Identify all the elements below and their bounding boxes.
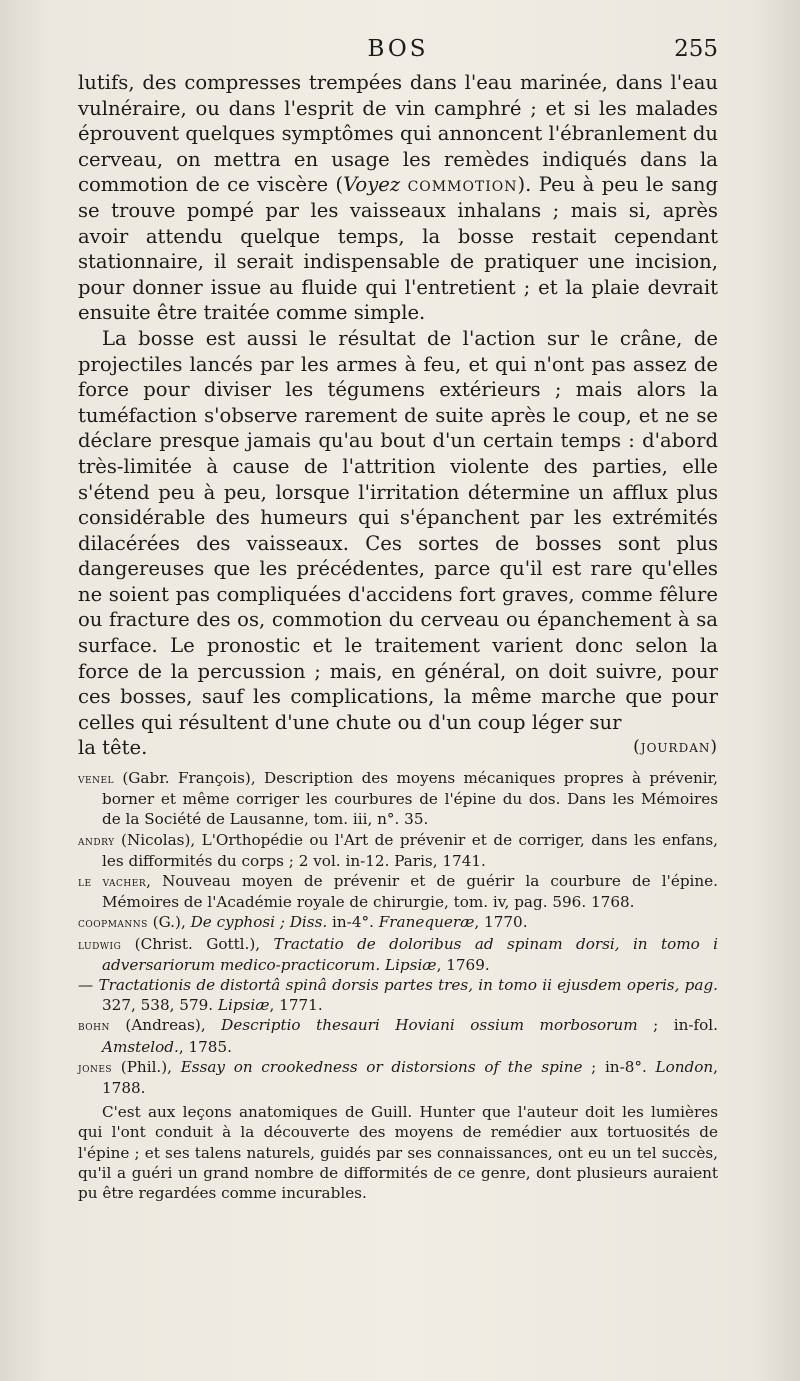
biblio-entry: — Tractationis de distortâ spinâ dorsis partes tres, in tomo ii ejusdem operis, pag. 327, 538, 579. Lipsiæ, 1771. xyxy=(78,976,719,1015)
biblio-entry: ludwig (Christ. Gottl.), Tractatio de doloribus ad spinam dorsi, in tomo i adversariorum medico-practicorum. Lipsiæ, 1769. xyxy=(78,934,718,974)
paragraph-1 xyxy=(78,70,718,326)
page-number: 255 xyxy=(674,36,718,62)
biblio-entry: jones (Phil.), Essay on crookedness or distorsions of the spine ; in-8°. London, 1788. xyxy=(78,1057,718,1098)
biblio-note: C'est aux leçons anatomiques de Guill. Hunter que l'auteur doit les lumières qui l'ont conduit à la découverte des moyens de remédier aux tortuosités de l'épine ; et ses talens naturels, guidés par ses connaissances, ont eu un tel succès, qu'il a guéri un grand nombre de difformités de ce genre, dont plusieurs auraient pu être regardées comme incurables. xyxy=(78,1103,718,1203)
biblio-entry: bohn (Andreas), Descriptio thesauri Hoviani ossium morbosorum ; in-fol. Amstelod., 1785. xyxy=(78,1016,718,1056)
bibliography xyxy=(78,768,718,1218)
running-head: BOS xyxy=(367,36,429,62)
main-text xyxy=(78,70,718,761)
closing-text: la tête. xyxy=(78,736,148,760)
cross-reference: commotion xyxy=(407,173,518,197)
paragraph-1-end: ). Peu à peu le sang se trouve pompé par les vaisseaux inhalans ; mais si, après avoir attendu quelque temps, la bosse restait cependant stationnaire, il serait indispensable de pratiquer une incision, pour donner issue au fluide qui l'entretient ; et la plaie devrait ensuite être traitée comme simple. xyxy=(78,173,719,325)
biblio-entry: venel (Gabr. François), Description des moyens mécaniques propres à prévenir, borner et même corriger les courbures de l'épine du dos. Dans les Mémoires de la Société de Lausanne, tom. iii, n°. 35. xyxy=(78,769,718,829)
biblio-entry: andry (Nicolas), L'Orthopédie ou l'Art de prévenir et de corriger, dans les enfans, les difformités du corps ; 2 vol. in-12. Paris, 1741. xyxy=(78,830,718,870)
paragraph-2: La bosse est aussi le résultat de l'action sur le crâne, de projectiles lancés par les armes à feu, et qui n'ont pas assez de force pour diviser les tégumens extérieurs ; mais alors la tuméfaction s'observe rarement de suite après le coup, et ne se déclare presque jamais qu'au bout d'un certain temps : d'abord très-limitée à cause de l'attrition violente des parties, elle s'étend peu à peu, lorsque l'irritation détermine un afflux plus considérable des humeurs qui s'épanchent par les extrémités dilacérées des vaisseaux. Ces sortes de bosses sont plus dangereuses que les précédentes, parce qu'il est rare qu'elles ne soient pas compliquées d'accidens fort graves, comme fêlure ou fracture des os, commotion du cerveau ou épanchement à sa surface. Le pronostic et le traitement varient donc selon la force de la percussion ; mais, en général, on doit suivre, pour ces bosses, sauf les complications, la même marche que pour celles qui résultent d'une chute ou d'un coup léger sur xyxy=(78,326,718,734)
voyez-ref: Voyez xyxy=(343,173,401,197)
author-signature: (jourdan) xyxy=(633,737,718,758)
paragraph-1-text: lutifs, des compresses trempées dans l'eau marinée, dans l'eau vulnéraire, ou dans l'esprit de vin camphré ; et si les malades éprouvent quelques symptômes qui annoncent l'ébranlement du cerveau, on mettra en usage les remèdes indiqués dans la commotion de ce viscère ( xyxy=(78,71,718,197)
closing-line xyxy=(78,735,718,761)
biblio-entry: le vacher, Nouveau moyen de prévenir et de guérir la courbure de l'épine. Mémoires de l'Académie royale de chirurgie, tom. iv, pag. 596. 1768. xyxy=(78,872,718,912)
biblio-entry: coopmanns (G.), De cyphosi ; Diss. in-4°. Franequeræ, 1770. xyxy=(78,913,528,932)
page-header xyxy=(78,36,718,66)
